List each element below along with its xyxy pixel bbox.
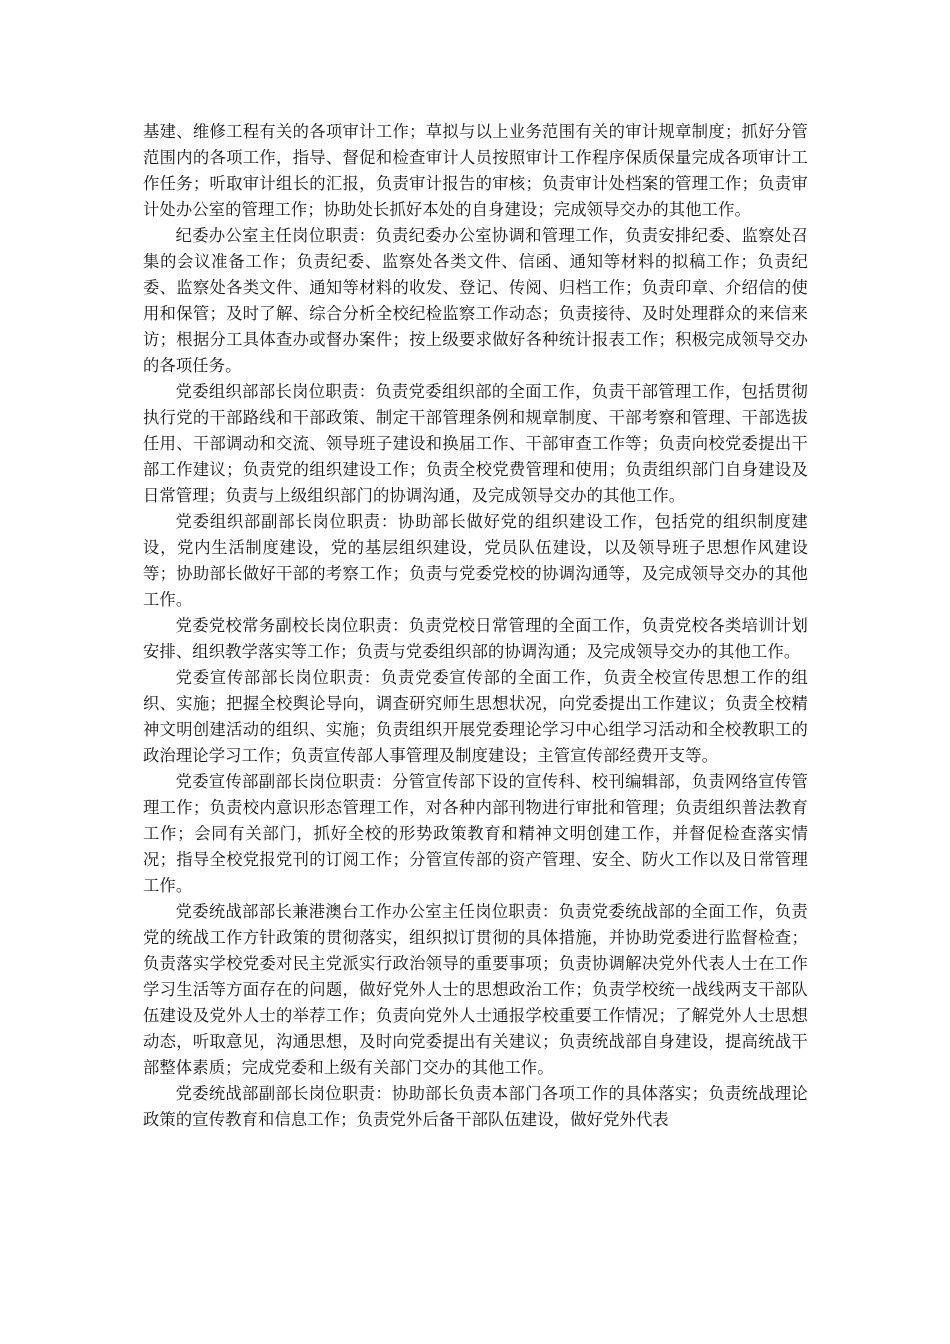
paragraph-united-front-dept-head: 党委统战部部长兼港澳台工作办公室主任岗位职责：负责党委统战部的全面工作，负责党的统战工作方针政策的贯彻落实，组织拟订贯彻的具体措施，并协助党委进行监督检查；负责落实学校党委对民主党派实行政治领导的重要事项；负责协调解决党外代表人士在工作学习生活等方面存在的问题，做好党外人士的思想政治工作；负责学校统一战线两支干部队伍建设及党外人士的举荐工作；负责向党外人士通报学校重要工作情况；了解党外人士思想动态，听取意见，沟通思想，及时向党委提出有关建议；负责统战部自身建设，提高统战干部整体素质；完成党委和上级有关部门交办的其他工作。 bbox=[143, 902, 808, 1077]
paragraph-organization-dept-deputy: 党委组织部副部长岗位职责：协助部长做好党的组织建设工作，包括党的组织制度建设，党内生活制度建设，党的基层组织建设，党员队伍建设，以及领导班子思想作风建设等；协助部长做好干部的考察工作；负责与党委党校的协调沟通等，及完成领导交办的其他工作。 bbox=[143, 512, 808, 609]
paragraph-united-front-dept-deputy: 党委统战部副部长岗位职责：协助部长负责本部门各项工作的具体落实；负责统战理论政策的宣传教育和信息工作；负责党外后备干部队伍建设，做好党外代表 bbox=[143, 1084, 808, 1129]
paragraph-publicity-dept-head: 党委宣传部部长岗位职责：负责党委宣传部的全面工作，负责全校宣传思想工作的组织、实施；把握全校舆论导向，调查研究师生思想状况，向党委提出工作建议；负责全校精神文明创建活动的组织、实施；负责组织开展党委理论学习中心组学习活动和全校教职工的政治理论学习工作；负责宣传部人事管理及制度建设；主管宣传部经费开支等。 bbox=[143, 668, 808, 765]
paragraph-organization-dept-head: 党委组织部部长岗位职责：负责党委组织部的全面工作，负责干部管理工作，包括贯彻执行党的干部路线和干部政策、制定干部管理条例和规章制度、干部考察和管理、干部选拔任用、干部调动和交流、领导班子建设和换届工作、干部审查工作等；负责向校党委提出干部工作建议；负责党的组织建设工作；负责全校党费管理和使用；负责组织部门自身建设及日常管理；负责与上级组织部门的协调沟通，及完成领导交办的其他工作。 bbox=[143, 382, 808, 505]
paragraph-discipline-office-director: 纪委办公室主任岗位职责：负责纪委办公室协调和管理工作，负责安排纪委、监察处召集的会议准备工作；负责纪委、监察处各类文件、信函、通知等材料的拟稿工作；负责纪委、监察处各类文件、通知等材料的收发、登记、传阅、归档工作；负责印章、介绍信的使用和保管；及时了解、综合分析全校纪检监察工作动态；负责接待、及时处理群众的来信来访；根据分工具体查办或督办案件；按上级要求做好各种统计报表工作；积极完成领导交办的各项任务。 bbox=[143, 226, 808, 375]
document-body bbox=[143, 119, 808, 1133]
paragraph-party-school-vice-principal: 党委党校常务副校长岗位职责：负责党校日常管理的全面工作，负责党校各类培训计划安排、组织教学落实等工作；负责与党委组织部的协调沟通；及完成领导交办的其他工作。 bbox=[143, 616, 808, 661]
paragraph-publicity-dept-deputy: 党委宣传部副部长岗位职责：分管宣传部下设的宣传科、校刊编辑部，负责网络宣传管理工作；负责校内意识形态管理工作，对各种内部刊物进行审批和管理；负责组织普法教育工作；会同有关部门，抓好全校的形势政策教育和精神文明创建工作，并督促检查落实情况；指导全校党报党刊的订阅工作；分管宣传部的资产管理、安全、防火工作以及日常管理工作。 bbox=[143, 772, 808, 895]
paragraph-audit-duties-continued: 基建、维修工程有关的各项审计工作；草拟与以上业务范围有关的审计规章制度；抓好分管范围内的各项工作，指导、督促和检查审计人员按照审计工作程序保质保量完成各项审计工作任务；听取审计组长的汇报，负责审计报告的审核；负责审计处档案的管理工作；负责审计处办公室的管理工作；协助处长抓好本处的自身建设；完成领导交办的其他工作。 bbox=[143, 122, 808, 219]
